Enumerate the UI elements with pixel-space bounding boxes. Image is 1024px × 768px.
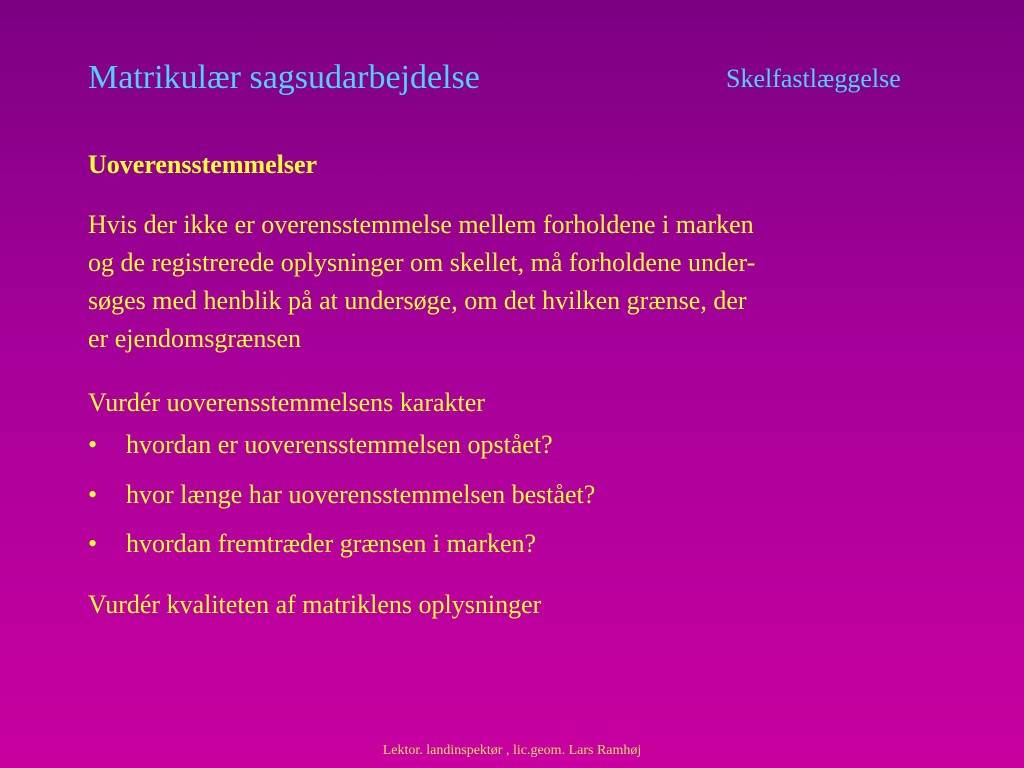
evaluate-quality-text: Vurdér kvaliteten af matriklens oplysninger bbox=[88, 590, 542, 619]
paragraph-line: er ejendomsgrænsen bbox=[88, 324, 302, 353]
bullet-text: hvordan fremtræder grænsen i marken? bbox=[126, 529, 537, 558]
footer-credit: Lektor. landinspektør , lic.geom. Lars Ramhøj bbox=[382, 743, 642, 758]
bullet-item bbox=[88, 428, 553, 462]
paragraph-line: og de registrerede oplysninger om skellet, må forholdene under- bbox=[88, 248, 756, 277]
bullet-icon: • bbox=[88, 480, 98, 509]
slide-subtitle: Skelfastlæggelse bbox=[726, 64, 901, 93]
bullet-item bbox=[88, 527, 536, 561]
bullet-icon: • bbox=[88, 430, 98, 459]
body-paragraph bbox=[88, 206, 978, 358]
slide-title: Matrikulær sagsudarbejdelse bbox=[88, 59, 480, 96]
section-heading: Uoverensstemmelser bbox=[88, 150, 318, 179]
bullet-icon: • bbox=[88, 529, 98, 558]
bullet-text: hvordan er uoverensstemmelsen opstået? bbox=[126, 430, 553, 459]
evaluate-character-text: Vurdér uoverensstemmelsens karakter bbox=[88, 388, 485, 417]
paragraph-line: Hvis der ikke er overensstemmelse mellem forholdene i marken bbox=[88, 210, 754, 239]
bullet-text: hvor længe har uoverensstemmelsen bestået? bbox=[126, 480, 596, 509]
paragraph-line: søges med henblik på at undersøge, om det hvilken grænse, der bbox=[88, 286, 747, 315]
bullet-item bbox=[88, 478, 595, 512]
